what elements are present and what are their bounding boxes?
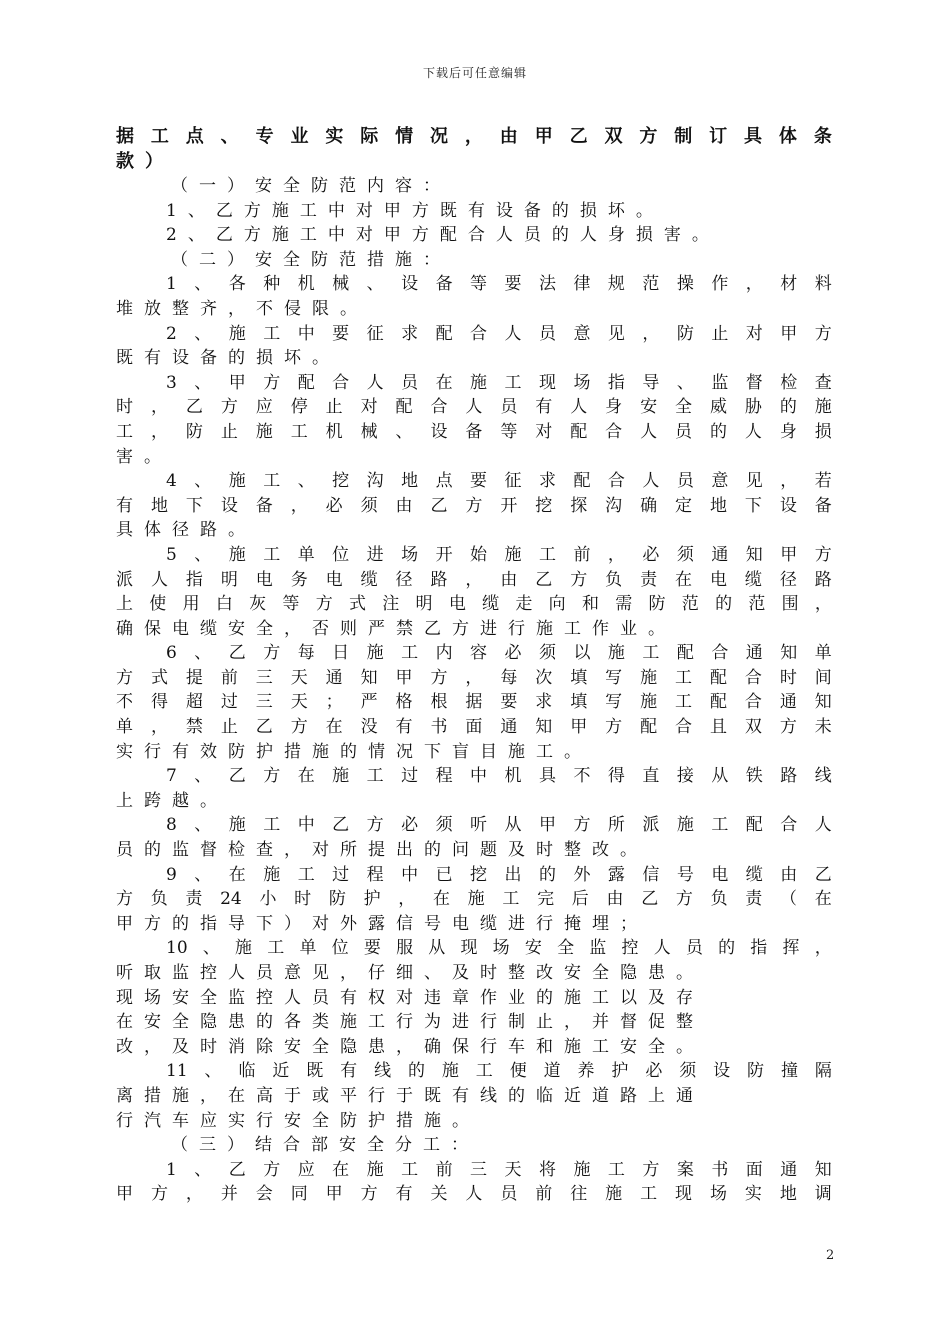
text-line: 款 ） (116, 151, 163, 172)
text-line: 2 、 乙 方 施 工 中 对 甲 方 配 合 人 员 的 人 身 损 害 。 (166, 225, 709, 246)
text-line: 5 、 施 工 单 位 进 场 开 始 施 工 前 ， 必 须 通 知 甲 方 (166, 544, 832, 565)
text-line: 8 、 施 工 中 乙 方 必 须 听 从 甲 方 所 派 施 工 配 合 人 (166, 815, 832, 836)
text-line: 上 使 用 白 灰 等 方 式 注 明 电 缆 走 向 和 需 防 范 的 范 围 ， (116, 594, 832, 615)
text-line: 堆 放 整 齐 ， 不 侵 限 。 (116, 298, 357, 319)
text-line: 1 、 乙 方 应 在 施 工 前 三 天 将 施 工 方 案 书 面 通 知 (166, 1159, 832, 1180)
page-header: 下载后可任意编辑 (422, 66, 527, 80)
text-line: 有 地 下 设 备 ， 必 须 由 乙 方 开 挖 探 沟 确 定 地 下 设 备 (116, 495, 832, 516)
text-line: 时 ， 乙 方 应 停 止 对 配 合 人 员 有 人 身 安 全 威 胁 的 施 (116, 397, 832, 418)
text-line: 上 跨 越 。 (116, 790, 217, 811)
text-line: 3 、 甲 方 配 合 人 员 在 施 工 现 场 指 导 、 监 督 检 查 (166, 372, 832, 393)
text-line: 员 的 监 督 检 查 ， 对 所 提 出 的 问 题 及 时 整 改 。 (116, 840, 637, 861)
text-line: 单 ， 禁 止 乙 方 在 没 有 书 面 通 知 甲 方 配 合 且 双 方 未 (116, 717, 832, 738)
text-line: 工 ， 防 止 施 工 机 械 、 设 备 等 对 配 合 人 员 的 人 身 损 (116, 421, 832, 442)
text-line: 改 ， 及 时 消 除 安 全 隐 患 ， 确 保 行 车 和 施 工 安 全 。 (116, 1036, 693, 1057)
text-line: 据 工 点 、 专 业 实 际 情 况 ， 由 甲 乙 双 方 制 订 具 体 条 (116, 126, 832, 147)
text-line: 实 行 有 效 防 护 措 施 的 情 况 下 盲 目 施 工 。 (116, 741, 581, 762)
text-line: 7 、 乙 方 在 施 工 过 程 中 机 具 不 得 直 接 从 铁 路 线 (166, 766, 832, 787)
page-number: 2 (826, 1248, 835, 1263)
text-line: 不 得 超 过 三 天 ； 严 格 根 据 要 求 填 写 施 工 配 合 通 知 (116, 692, 832, 713)
text-line: 方 式 提 前 三 天 通 知 甲 方 ， 每 次 填 写 施 工 配 合 时 间 (116, 667, 832, 688)
text-line: 既 有 设 备 的 损 坏 。 (116, 348, 329, 369)
text-line: （ 三 ） 结 合 部 安 全 分 工 ： (171, 1135, 468, 1156)
text-line: （ 一 ） 安 全 防 范 内 容 ： (171, 176, 440, 196)
text-line: 具 体 径 路 。 (116, 520, 245, 541)
document-body (116, 124, 832, 1207)
text-line: 听 取 监 控 人 员 意 见 ， 仔 细 、 及 时 整 改 安 全 隐 患 。 (116, 963, 693, 983)
text-line: 6 、 乙 方 每 日 施 工 内 容 必 须 以 施 工 配 合 通 知 单 (166, 643, 832, 664)
text-line: （ 二 ） 安 全 防 范 措 施 ： (171, 249, 440, 270)
text-line: 1 、 乙 方 施 工 中 对 甲 方 既 有 设 备 的 损 坏 。 (166, 200, 653, 221)
text-line: 4 、 施 工 、 挖 沟 地 点 要 征 求 配 合 人 员 意 见 ， 若 (166, 471, 832, 492)
text-line: 离 措 施 ， 在 高 于 或 平 行 于 既 有 线 的 临 近 道 路 上 通 (116, 1085, 693, 1106)
text-line: 甲 方 ， 并 会 同 甲 方 有 关 人 员 前 往 施 工 现 场 实 地 调 (116, 1184, 832, 1205)
text-line: 方 负 责 24 小 时 防 护 ， 在 施 工 完 后 由 乙 方 负 责 （ 在 (116, 889, 832, 910)
text-line: 10 、 施 工 单 位 要 服 从 现 场 安 全 监 控 人 员 的 指 挥 ， (166, 938, 832, 959)
text-line: 现 场 安 全 监 控 人 员 有 权 对 违 章 作 业 的 施 工 以 及 存 (116, 987, 693, 1008)
text-line: 9 、 在 施 工 过 程 中 已 挖 出 的 外 露 信 号 电 缆 由 乙 (166, 864, 832, 885)
text-line: 11 、 临 近 既 有 线 的 施 工 便 道 养 护 必 须 设 防 撞 隔 (166, 1061, 832, 1082)
text-line: 2 、 施 工 中 要 征 求 配 合 人 员 意 见 ， 防 止 对 甲 方 (166, 323, 832, 344)
text-line: 行 汽 车 应 实 行 安 全 防 护 措 施 。 (116, 1110, 469, 1131)
text-line: 在 安 全 隐 患 的 各 类 施 工 行 为 进 行 制 止 ， 并 督 促 整 (116, 1012, 693, 1033)
text-line: 确 保 电 缆 安 全 ， 否 则 严 禁 乙 方 进 行 施 工 作 业 。 (116, 618, 665, 639)
text-line: 害 。 (116, 446, 161, 467)
text-line: 派 人 指 明 电 务 电 缆 径 路 ， 由 乙 方 负 责 在 电 缆 径 路 (116, 569, 832, 590)
text-line: 甲 方 的 指 导 下 ） 对 外 露 信 号 电 缆 进 行 掩 埋 ； (116, 913, 637, 934)
text-line: 1 、 各 种 机 械 、 设 备 等 要 法 律 规 范 操 作 ， 材 料 (166, 274, 832, 295)
